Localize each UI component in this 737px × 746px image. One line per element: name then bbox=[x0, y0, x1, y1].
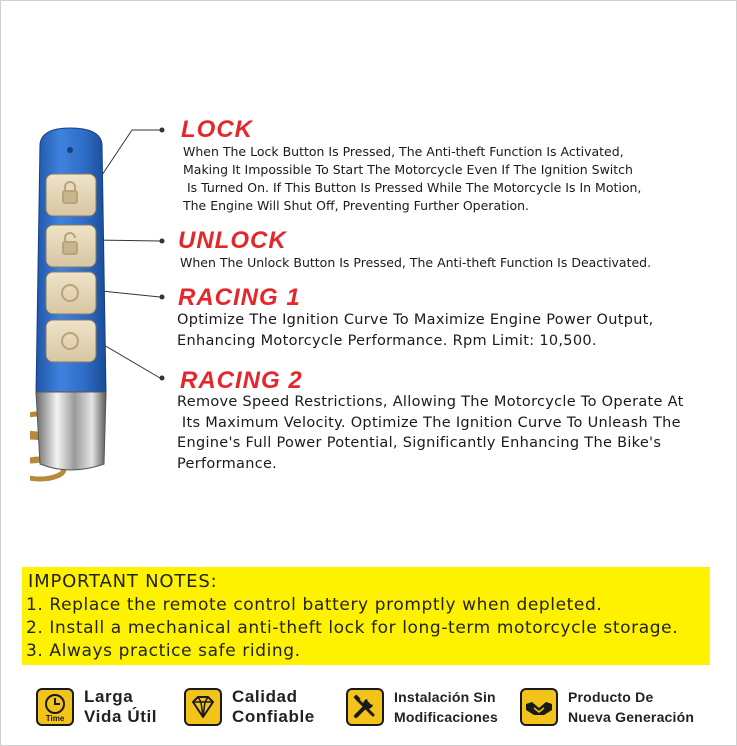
note-item: 1. Replace the remote control battery promptly when depleted. bbox=[26, 595, 603, 615]
racing2-desc-line: Performance. bbox=[177, 455, 278, 472]
lock-desc-line: The Engine Will Shut Off, Preventing Further Operation. bbox=[183, 198, 530, 213]
badge-new-generation-text bbox=[568, 687, 694, 727]
important-notes-panel bbox=[22, 567, 710, 665]
badge-line: Larga bbox=[84, 687, 134, 706]
remote-led bbox=[67, 147, 73, 153]
racing1-desc-line: Optimize The Ignition Curve To Maximize Engine Power Output, bbox=[177, 312, 654, 328]
clock-time-icon bbox=[36, 688, 74, 726]
remote-control-image bbox=[30, 124, 120, 484]
unlock-description bbox=[180, 254, 651, 272]
remote-chrome-end bbox=[36, 392, 106, 470]
lock-description bbox=[183, 143, 641, 215]
lock-title: LOCK bbox=[181, 116, 253, 143]
time-icon-text: Time bbox=[45, 714, 65, 723]
badge-no-modification-text bbox=[394, 687, 498, 727]
badge-line: Confiable bbox=[232, 707, 315, 726]
badge-long-life-text bbox=[84, 687, 157, 727]
badge-reliable-quality bbox=[184, 685, 324, 733]
tools-icon bbox=[346, 688, 384, 726]
note-item: 3. Always practice safe riding. bbox=[26, 641, 301, 661]
badge-long-life bbox=[36, 685, 166, 733]
diamond-icon bbox=[184, 688, 222, 726]
lock-glyph bbox=[63, 191, 77, 203]
badge-line: Nueva Generación bbox=[568, 709, 695, 725]
racing2-desc-line: Engine's Full Power Potential, Significantly Enhancing The Bike's bbox=[177, 435, 662, 451]
notes-title: IMPORTANT NOTES: bbox=[28, 571, 218, 592]
lock-desc-line: Making It Impossible To Start The Motorcycle Even If The Ignition Switch bbox=[183, 162, 633, 177]
unlock-title: UNLOCK bbox=[178, 227, 287, 254]
unlock-desc-line: When The Unlock Button Is Pressed, The Anti-theft Function Is Deactivated. bbox=[180, 255, 652, 270]
racing2-desc-line: Its Maximum Velocity. Optimize The Ignition Curve To Unleash The bbox=[177, 414, 681, 431]
badge-line: Vida Útil bbox=[84, 707, 158, 726]
racing1-title: RACING 1 bbox=[178, 284, 301, 311]
unlock-glyph bbox=[63, 242, 77, 254]
badge-no-modification bbox=[346, 685, 506, 733]
racing2-description bbox=[177, 392, 684, 474]
badge-line: Modificaciones bbox=[394, 709, 498, 725]
badge-line: Instalación Sin bbox=[394, 689, 496, 705]
lock-desc-line: Is Turned On. If This Button Is Pressed While The Motorcycle Is In Motion, bbox=[183, 180, 642, 195]
racing1-description bbox=[177, 310, 654, 351]
lock-desc-line: When The Lock Button Is Pressed, The Anti-theft Function Is Activated, bbox=[183, 144, 624, 159]
note-item: 2. Install a mechanical anti-theft lock for long-term motorcycle storage. bbox=[26, 618, 679, 638]
badge-new-generation bbox=[520, 685, 705, 733]
badge-reliable-quality-text bbox=[232, 687, 315, 727]
racing2-title: RACING 2 bbox=[180, 367, 303, 394]
racing2-desc-line: Remove Speed Restrictions, Allowing The Motorcycle To Operate At bbox=[177, 394, 684, 410]
handshake-icon bbox=[520, 688, 558, 726]
racing1-desc-line: Enhancing Motorcycle Performance. Rpm Limit: 10,500. bbox=[177, 332, 597, 349]
badge-line: Calidad bbox=[232, 687, 298, 706]
badge-line: Producto De bbox=[568, 689, 654, 705]
